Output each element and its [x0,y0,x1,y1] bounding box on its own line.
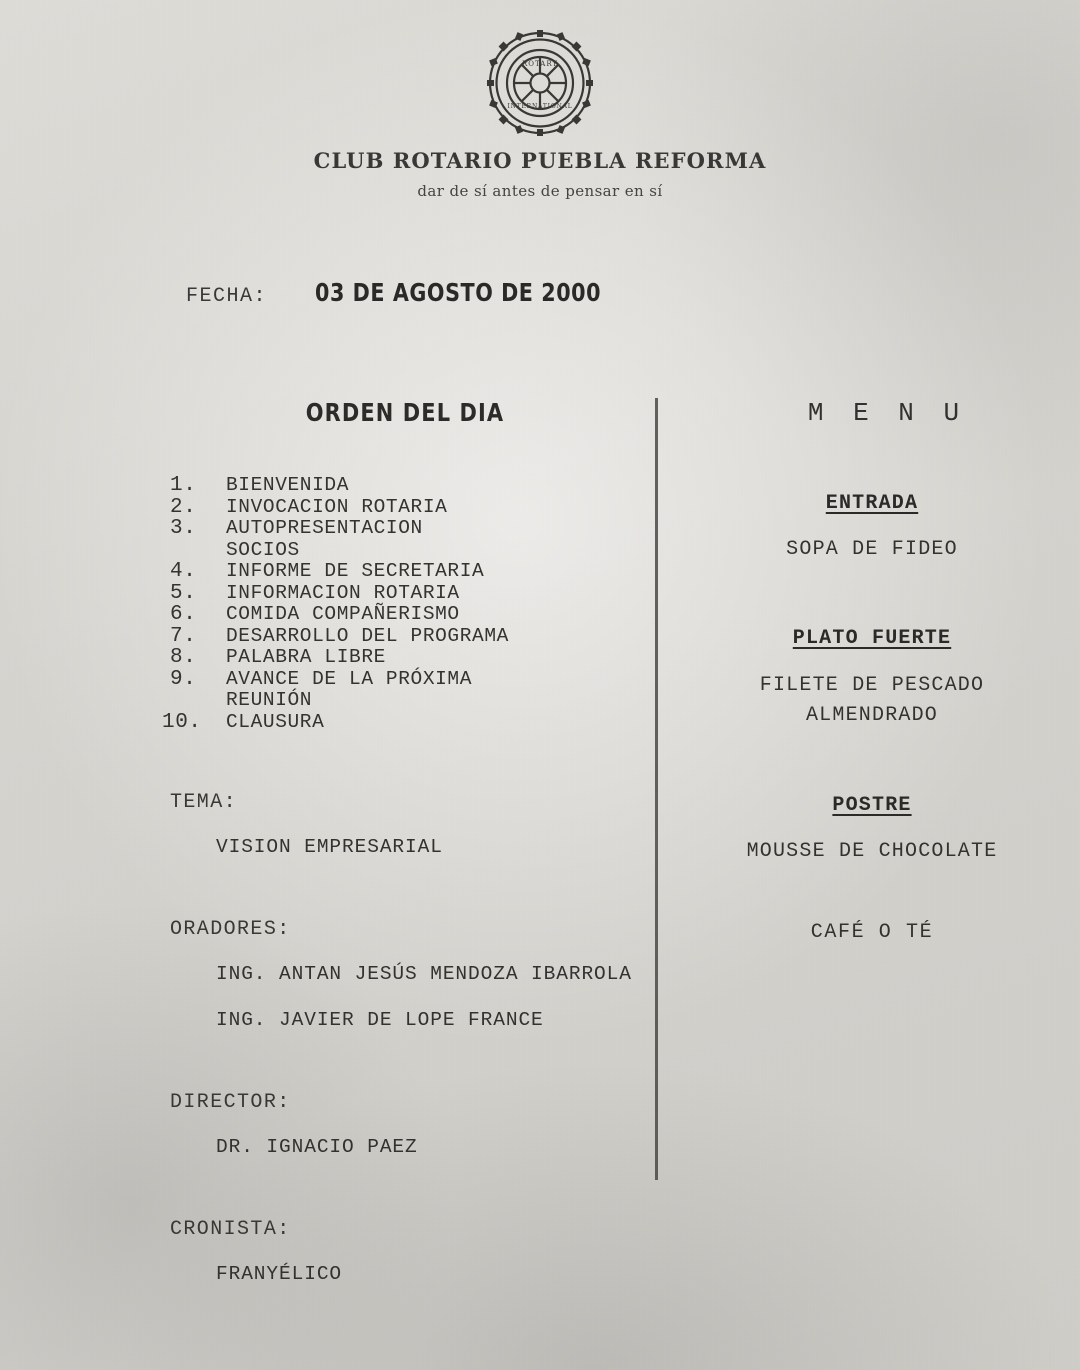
agenda-item-number: 7. [170,624,197,648]
topic-label: TEMA: [170,791,238,814]
club-name: CLUB ROTARIO PUEBLA REFORMA [313,148,767,173]
chronicler-name: FRANYÉLICO [216,1263,343,1285]
topic-block [170,791,640,858]
menu-item: ALMENDRADO [805,704,939,727]
agenda-item-number: 8. [170,646,197,669]
agenda-item-continuation: REUNIÓN [226,689,313,711]
menu-section-heading-entrada: ENTRADA [825,492,919,515]
agenda-item-label: PALABRA LIBRE [226,646,386,668]
agenda-item-number: 2. [170,495,197,519]
agenda-item-label: INFORMACION ROTARIA [226,581,460,604]
speaker-name: ING. JAVIER DE LOPE FRANCE [216,1009,544,1031]
agenda-item-label: COMIDA COMPAÑERISMO [226,603,460,625]
agenda-item-label: BIENVENIDA [226,474,350,496]
agenda-item-number: 1. [170,474,197,497]
menu-column [672,398,1072,944]
agenda-item-label: AUTOPRESENTACION [226,517,423,539]
list-item [170,583,640,605]
speakers-label: ORADORES: [170,918,291,941]
chronicler-block [170,1218,640,1285]
column-divider [655,398,658,1180]
director-label: DIRECTOR: [170,1091,291,1114]
list-item [170,669,640,691]
list-item [170,518,640,540]
date-row [186,278,626,308]
menu-item: SOPA DE FIDEO [786,538,958,561]
agenda-item-label: AVANCE DE LA PRÓXIMA [226,667,473,690]
club-motto: dar de sí antes de pensar en sí [417,182,663,200]
speaker-name: ING. ANTAN JESÚS MENDOZA IBARROLA [216,963,632,985]
agenda-item-number: 10. [162,710,202,734]
agenda-item-number: 4. [170,560,197,583]
date-label: FECHA: [186,285,268,308]
topic-value: VISION EMPRESARIAL [216,836,443,858]
agenda-title: ORDEN DEL DIA [305,398,505,427]
list-item [170,497,640,519]
agenda-column [162,398,640,1285]
director-block [170,1091,640,1158]
menu-section-heading-plato-fuerte: PLATO FUERTE [792,627,952,650]
list-item [170,647,640,669]
rotary-wheel-icon [485,28,595,138]
menu-item: FILETE DE PESCADO [759,674,985,697]
director-name: DR. IGNACIO PAEZ [216,1136,418,1158]
agenda-item-number: 9. [170,667,197,691]
list-item [170,561,640,583]
agenda-item-label: DESARROLLO DEL PROGRAMA [226,624,509,647]
chronicler-label: CRONISTA: [170,1218,291,1241]
menu-section-heading-postre: POSTRE [832,794,912,817]
agenda-item-label: INVOCACION ROTARIA [226,495,448,518]
agenda-item-number: 5. [170,581,197,605]
list-item [162,710,640,734]
date-value: 03 DE AGOSTO DE 2000 [315,278,602,307]
agenda-item-number: 3. [170,517,197,540]
speakers-block [170,918,640,1031]
agenda-item-continuation: SOCIOS [226,538,300,561]
agenda-item-label: INFORME DE SECRETARIA [226,560,485,582]
document-header [0,28,1080,200]
agenda-item-number: 6. [170,603,197,626]
menu-drinks: CAFÉ O TÉ [810,921,934,944]
menu-item: MOUSSE DE CHOCOLATE [746,840,998,863]
svg-text:ROTARY: ROTARY [521,60,559,68]
menu-title: M E N U [807,398,967,428]
svg-text:INTERNATIONAL: INTERNATIONAL [507,103,573,110]
list-item [170,626,640,648]
list-item [170,475,640,497]
agenda-list [162,474,640,734]
agenda-item-label: CLAUSURA [226,710,325,733]
list-item [170,604,640,626]
